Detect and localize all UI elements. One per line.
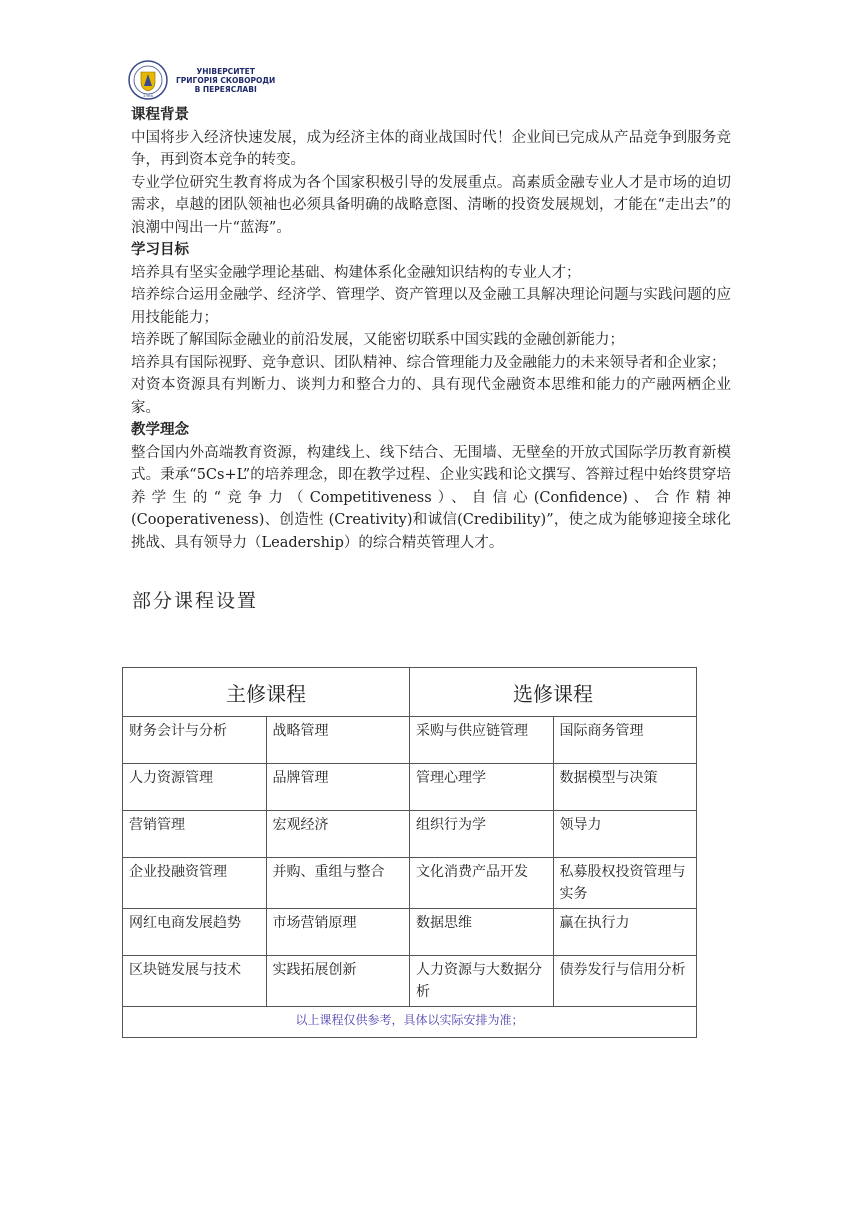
seal-year: 1986 — [142, 93, 154, 98]
course-cell: 人力资源管理 — [123, 764, 267, 811]
course-cell: 品牌管理 — [266, 764, 410, 811]
course-cell: 实践拓展创新 — [266, 956, 410, 1007]
section-heading-philosophy: 教学理念 — [131, 422, 189, 438]
course-cell: 债券发行与信用分析 — [553, 956, 697, 1007]
header-required-courses: 主修课程 — [123, 668, 410, 717]
course-cell: 战略管理 — [266, 717, 410, 764]
document-body — [131, 104, 731, 554]
goal-item: 对资本资源具有判断力、谈判力和整合力的、具有现代金融资本思维和能力的产融两栖企业家。 — [131, 377, 731, 416]
course-cell: 领导力 — [553, 811, 697, 858]
course-cell: 国际商务管理 — [553, 717, 697, 764]
course-cell: 宏观经济 — [266, 811, 410, 858]
section-heading-background: 课程背景 — [131, 107, 189, 123]
course-cell: 财务会计与分析 — [123, 717, 267, 764]
table-row — [123, 811, 697, 858]
paragraph: 整合国内外高端教育资源，构建线上、线下结合、无围墙、无壁垒的开放式国际学历教育新模式。秉承“5Cs+L”的培养理念，即在教学过程、企业实践和论文撰写、答辩过程中始终贯穿培养学生的“竞争力（Competitiveness）、自信心(Confidence)、合作精神(Cooperativeness)、创造性 (Creativity)和诚信(Credibility)”，使之成为能够迎接全球化挑战、具有领导力（Leadership）的综合精英管理人才。 — [131, 444, 731, 551]
header-elective-courses: 选修课程 — [410, 668, 697, 717]
table-row — [123, 764, 697, 811]
goal-item: 培养综合运用金融学、经济学、管理学、资产管理以及金融工具解决理论问题与实践问题的应用技能能力； — [131, 287, 731, 326]
course-cell: 人力资源与大数据分析 — [410, 956, 554, 1007]
logo-line: ГРИГОРІЯ СКОВОРОДИ — [176, 75, 276, 85]
course-table — [122, 667, 697, 1038]
table-row — [123, 858, 697, 909]
course-cell: 管理心理学 — [410, 764, 554, 811]
paragraph: 中国将步入经济快速发展，成为经济主体的商业战国时代！企业间已完成从产品竞争到服务竞争，再到资本竞争的转变。 — [131, 129, 731, 168]
section-heading-goals: 学习目标 — [131, 242, 189, 258]
logo-line: В ПЕРЕЯСЛАВІ — [194, 84, 257, 94]
goal-item: 培养具有坚实金融学理论基础、构建体系化金融知识结构的专业人才； — [131, 264, 581, 281]
course-cell: 并购、重组与整合 — [266, 858, 410, 909]
university-logo — [128, 60, 275, 100]
goal-item: 培养既了解国际金融业的前沿发展，又能密切联系中国实践的金融创新能力； — [131, 332, 624, 348]
course-cell: 组织行为学 — [410, 811, 554, 858]
course-note: 以上课程仅供参考，具体以实际安排为准； — [123, 1007, 697, 1038]
courses-title: 部分课程设置 — [132, 590, 259, 612]
course-cell: 数据思维 — [410, 909, 554, 956]
course-cell: 数据模型与决策 — [553, 764, 697, 811]
course-cell: 私募股权投资管理与实务 — [553, 858, 697, 909]
table-row — [123, 717, 697, 764]
course-cell: 市场营销原理 — [266, 909, 410, 956]
table-row — [123, 909, 697, 956]
course-cell: 区块链发展与技术 — [123, 956, 267, 1007]
course-cell: 文化消费产品开发 — [410, 858, 554, 909]
university-seal-icon — [128, 60, 168, 100]
course-cell: 企业投融资管理 — [123, 858, 267, 909]
course-cell: 赢在执行力 — [553, 909, 697, 956]
paragraph: 专业学位研究生教育将成为各个国家积极引导的发展重点。高素质金融专业人才是市场的迫切需求，卓越的团队领袖也必须具备明确的战略意图、清晰的投资发展规划，才能在“走出去”的浪潮中闯出一片“蓝海”。 — [131, 174, 731, 236]
course-cell: 营销管理 — [123, 811, 267, 858]
course-cell: 采购与供应链管理 — [410, 717, 554, 764]
course-cell: 网红电商发展趋势 — [123, 909, 267, 956]
table-row — [123, 956, 697, 1007]
goal-item: 培养具有国际视野、竞争意识、团队精神、综合管理能力及金融能力的未来领导者和企业家； — [131, 354, 726, 371]
logo-line: УНІВЕРСИТЕТ — [196, 66, 255, 76]
